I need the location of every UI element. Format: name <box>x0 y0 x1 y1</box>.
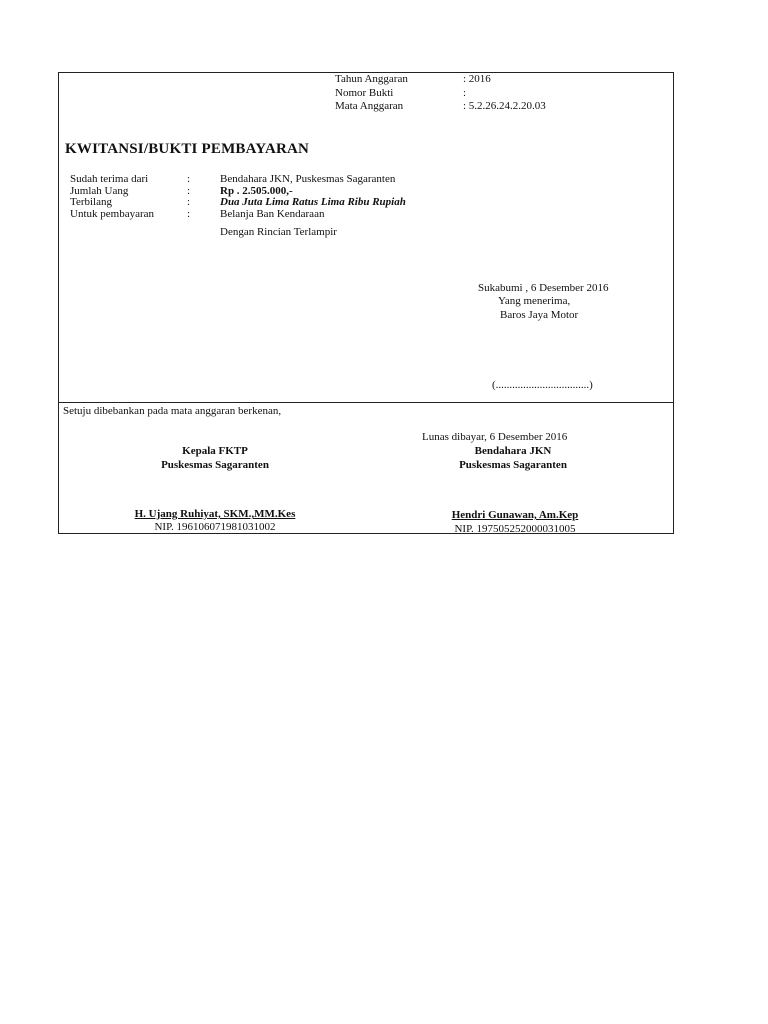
mata-anggaran-label: Mata Anggaran <box>335 100 404 112</box>
right-signer-title: Bendahara JKN <box>474 445 552 457</box>
terbilang-value: Dua Juta Lima Ratus Lima Ribu Rupiah <box>220 196 406 208</box>
right-signer-org: Puskesmas Sagaranten <box>459 459 567 471</box>
terima-colon: : <box>187 173 191 185</box>
jumlah-colon: : <box>187 185 191 197</box>
tahun-anggaran-value: : 2016 <box>463 73 491 85</box>
left-signer-org: Puskesmas Sagaranten <box>161 459 269 471</box>
left-signer-name: H. Ujang Ruhiyat, SKM.,MM.Kes <box>134 508 296 520</box>
nomor-bukti-value: : <box>463 87 467 99</box>
untuk-label: Untuk pembayaran <box>70 208 154 220</box>
terima-label: Sudah terima dari <box>70 173 149 185</box>
lunas-dibayar: Lunas dibayar, 6 Desember 2016 <box>422 431 568 443</box>
yang-menerima: Yang menerima, <box>498 295 571 307</box>
untuk-colon: : <box>187 208 191 220</box>
section-divider <box>58 402 674 403</box>
right-signer-nip: NIP. 197505252000031005 <box>454 523 576 535</box>
untuk-value: Belanja Ban Kendaraan <box>220 208 325 220</box>
receiver-name: Baros Jaya Motor <box>500 309 579 321</box>
tahun-anggaran-label: Tahun Anggaran <box>335 73 408 85</box>
document-title: KWITANSI/BUKTI PEMBAYARAN <box>65 141 310 157</box>
terima-value: Bendahara JKN, Puskesmas Sagaranten <box>220 173 396 185</box>
setuju-statement: Setuju dibebankan pada mata anggaran berkenan, <box>63 405 282 417</box>
nomor-bukti-label: Nomor Bukti <box>335 87 394 99</box>
left-signer-nip: NIP. 196106071981031002 <box>154 521 276 533</box>
terbilang-label: Terbilang <box>70 196 112 208</box>
place-date: Sukabumi , 6 Desember 2016 <box>478 282 609 294</box>
jumlah-value: Rp . 2.505.000,- <box>220 185 293 197</box>
right-signer-name: Hendri Gunawan, Am.Kep <box>451 509 579 521</box>
terbilang-colon: : <box>187 196 191 208</box>
mata-anggaran-value: : 5.2.26.24.2.20.03 <box>463 100 546 112</box>
rincian-note: Dengan Rincian Terlampir <box>220 226 337 238</box>
left-signer-title: Kepala FKTP <box>182 445 248 457</box>
jumlah-label: Jumlah Uang <box>70 185 129 197</box>
receiver-signature-line: (..................................) <box>492 379 593 391</box>
